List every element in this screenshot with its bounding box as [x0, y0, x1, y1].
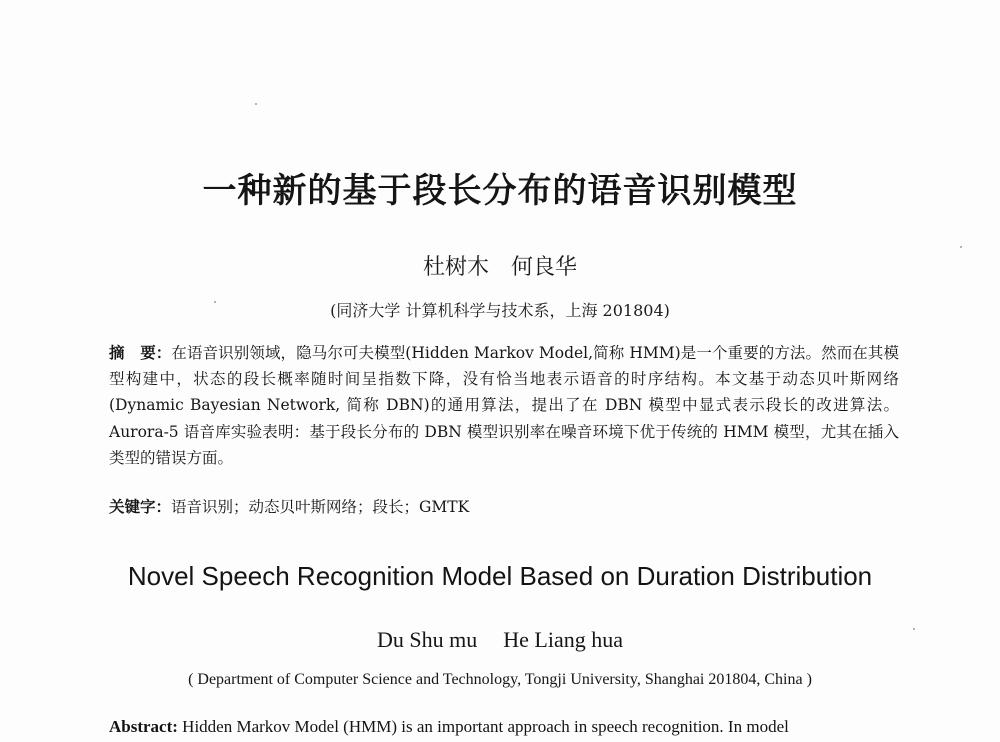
english-affiliation: ( Department of Computer Science and Technology, Tongji University, Shanghai 201804, China ) [188, 671, 812, 688]
english-authors [0, 627, 1000, 653]
english-abstract-label: Abstract: [109, 717, 178, 736]
chinese-abstract-text: 在语音识别领域，隐马尔可夫模型(Hidden Markov Model,简称 HMM)是一个重要的方法。然而在其模型构建中，状态的段长概率随时间呈指数下降，没有恰当地表示语音的时序结构。本文基于动态贝叶斯网络(Dynamic Bayesian Network, 简称 DBN)的通用算法，提出了在 DBN 模型中显式表示段长的改进算法。Aurora-5 语音库实验表明：基于段长分布的 DBN 模型识别率在噪音环境下优于传统的 HMM 模型，尤其在插入类型的错误方面。 [109, 344, 899, 467]
english-author-2: He Liang hua [503, 627, 623, 652]
chinese-title: 一种新的基于段长分布的语音识别模型 [202, 171, 798, 211]
chinese-abstract [109, 340, 899, 471]
chinese-author-2: 何良华 [511, 255, 578, 280]
chinese-author-1: 杜树木 [422, 255, 489, 280]
english-abstract [109, 715, 904, 739]
english-title: Novel Speech Recognition Model Based on Duration Distribution [127, 561, 873, 591]
chinese-authors [0, 250, 1000, 281]
chinese-abstract-label: 摘 要： [109, 343, 172, 362]
scan-speck [255, 103, 257, 105]
chinese-affiliation: (同济大学 计算机科学与技术系，上海 201804) [330, 301, 670, 320]
scan-speck [960, 246, 962, 248]
chinese-keywords [109, 494, 899, 520]
english-abstract-text: Hidden Markov Model (HMM) is an important approach in speech recognition. In model [177, 717, 789, 736]
chinese-keywords-label: 关键字： [109, 497, 172, 516]
chinese-keywords-text: 语音识别；动态贝叶斯网络；段长；GMTK [171, 498, 470, 516]
english-author-1: Du Shu mu [377, 627, 478, 652]
